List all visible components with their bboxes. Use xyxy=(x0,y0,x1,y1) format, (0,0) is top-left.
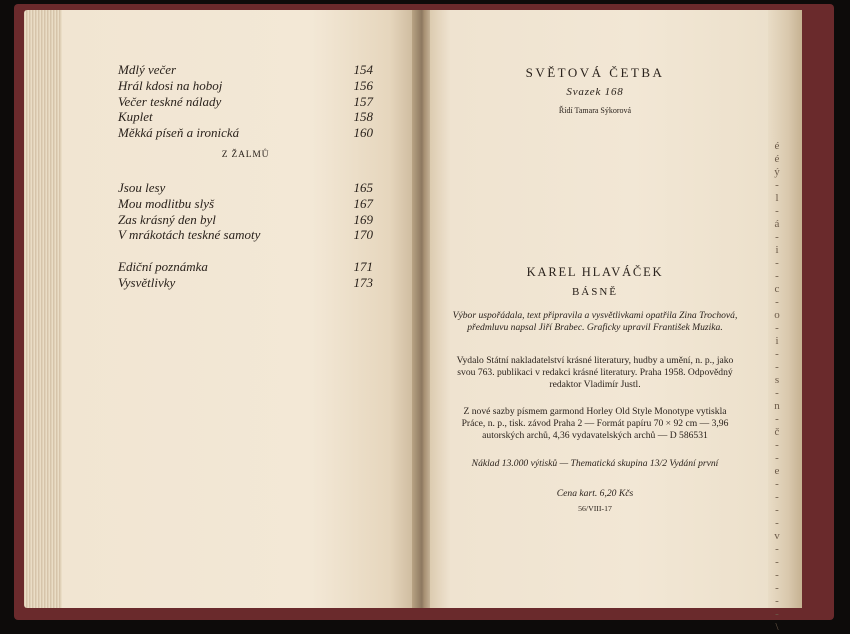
edge-letter: - xyxy=(775,205,779,217)
edge-letter: i xyxy=(775,244,779,256)
edge-letter: v xyxy=(774,530,780,542)
toc-entry: V mrákotách teskné samoty 170 xyxy=(118,227,373,243)
edge-letter: - xyxy=(775,517,779,529)
series-title: SVĚTOVÁ ČETBA xyxy=(525,65,665,80)
edge-letter: - xyxy=(775,270,779,282)
edge-letter: - xyxy=(775,179,779,191)
toc-entry: Vysvětlivky 173 xyxy=(118,274,373,290)
toc-entry: Mou modlitbu slyš 167 xyxy=(118,195,373,211)
toc-group-c xyxy=(118,259,373,291)
edge-letter: - xyxy=(775,361,779,373)
edge-letter: - xyxy=(775,595,779,607)
edge-letter: - xyxy=(775,608,779,620)
edge-letter: - xyxy=(775,348,779,360)
toc-entry: Zas krásný den byl 169 xyxy=(118,211,373,227)
toc-entry: Měkká píseň a ironická 160 xyxy=(118,125,373,141)
edge-letter: - xyxy=(775,439,779,451)
edge-letter: e xyxy=(774,465,780,477)
edge-letter: s xyxy=(774,374,780,386)
toc-entry: Ediční poznámka 171 xyxy=(118,259,373,274)
edge-letter: - xyxy=(775,231,779,243)
toc-entry: Večer teskné nálady 157 xyxy=(118,93,373,109)
publisher-paragraph: Vydalo Státní nakladatelství krásné literatury, hudby a umění, n. p., jako svou 763. publikaci v redakci krásné literatury. Praha 1958. Odpovědný redaktor Vladimír Justl. xyxy=(456,355,734,390)
credits-paragraph: Výbor uspořádala, text připravila a vysvětlivkami opatřila Zina Trochová, předmluvu napsal Jiří Brabec. Graficky upravil František Muzika. xyxy=(452,310,738,333)
edition-info: Náklad 13.000 výtisků — Thematická skupina 13/2 Vydání první xyxy=(471,458,719,469)
edge-letter: - xyxy=(775,556,779,568)
edge-letter: é xyxy=(774,140,780,152)
edge-letter: č xyxy=(774,426,780,438)
edge-letter: c xyxy=(774,283,780,295)
toc-group-b xyxy=(118,180,373,243)
series-editor: Řídí Tamara Sýkorová xyxy=(558,106,632,115)
author-name: KAREL HLAVÁČEK xyxy=(526,265,664,279)
toc-entry: Jsou lesy 165 xyxy=(118,180,373,195)
edge-letter: - xyxy=(775,257,779,269)
edge-letter: á xyxy=(774,218,780,230)
edge-letter: ý xyxy=(774,166,780,178)
right-page xyxy=(430,10,770,608)
edge-letter: - xyxy=(775,491,779,503)
edge-letter: - xyxy=(775,504,779,516)
edge-letter: - xyxy=(775,543,779,555)
price-info: Cena kart. 6,20 Kčs xyxy=(556,488,634,499)
edge-letter: é xyxy=(774,153,780,165)
edge-letter: - xyxy=(775,296,779,308)
toc-entry: Hrál kdosi na hoboj 156 xyxy=(118,77,373,93)
toc-entry: Kuplet 158 xyxy=(118,109,373,125)
edge-letter: - xyxy=(775,452,779,464)
edge-letter: - xyxy=(775,322,779,334)
edge-letter: \ xyxy=(775,621,779,633)
toc-group-a xyxy=(118,62,373,141)
edge-letter: - xyxy=(775,478,779,490)
edge-letters xyxy=(770,140,784,634)
edge-letter: - xyxy=(775,582,779,594)
toc-entry: Mdlý večer 154 xyxy=(118,62,373,77)
edge-letter: - xyxy=(775,387,779,399)
series-volume: Svazek 168 xyxy=(566,86,624,98)
book-title: BÁSNĚ xyxy=(571,286,619,298)
edge-letter: o xyxy=(774,309,780,321)
edge-letter: l xyxy=(775,192,779,204)
catalog-code: 56/VIII-17 xyxy=(578,504,612,513)
edge-letter: n xyxy=(774,400,780,412)
edge-letter: - xyxy=(775,413,779,425)
toc-section-heading: Z ŽALMŮ xyxy=(221,150,270,160)
edge-letter: - xyxy=(775,569,779,581)
printing-paragraph: Z nové sazby písmem garmond Horley Old Style Monotype vytiskla Práce, n. p., tisk. závod Praha 2 — Formát papíru 70 × 92 cm — 3,96 autorských archů, 4,36 vydavatelských archů — D 586531 xyxy=(461,406,729,441)
edge-letter: i xyxy=(775,335,779,347)
